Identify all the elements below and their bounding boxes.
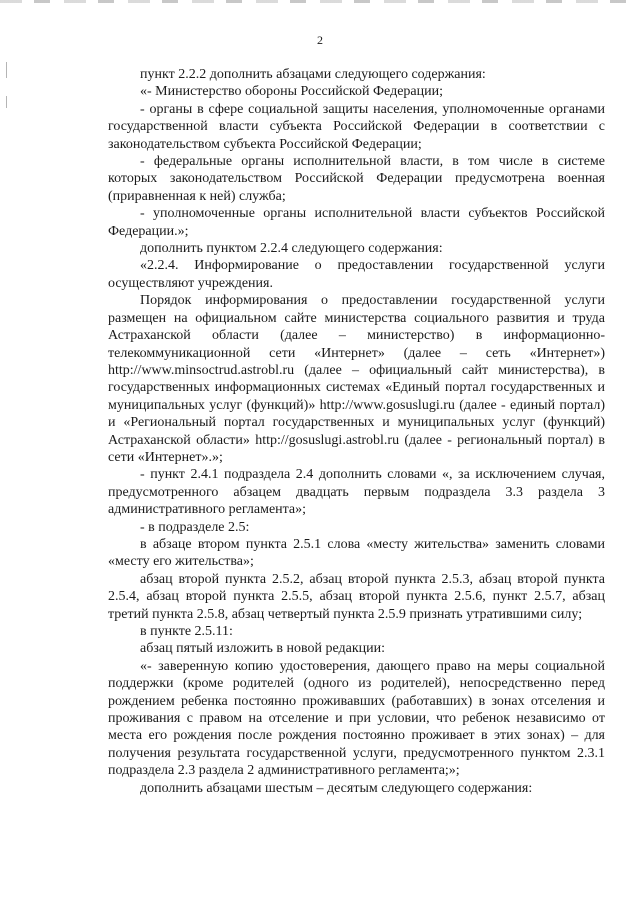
paragraph: Порядок информирования о предоставлении государственной услуги размещен на официальном сайте министерства социального развития и труда Астраханской области (далее – министерство) в информационно-телекоммуникационной сети «Интернет» (далее – сеть «Интернет») http://www.minsoctrud.astrobl.ru (далее – официальный сайт министерства), в государственных информационных системах «Единый портал государственных и муниципальных услуг (функций)» http://www.gosuslugi.ru (далее - единый портал) и «Региональный портал государственных и муниципальных услуг (функций) Астраханской области» http://gosuslugi.astrobl.ru (далее - региональный портал) в сети «Интернет».»;	[108, 293, 605, 465]
paragraph: дополнить пунктом 2.2.4 следующего содержания:	[140, 241, 443, 257]
page-number: 2	[317, 33, 323, 47]
paragraph: абзац пятый изложить в новой редакции:	[140, 641, 385, 657]
paragraph: «- заверенную копию удостоверения, дающего право на меры социальной поддержки (кроме родителей (одного из родителей), непосредственно перед рождением ребенка постоянно проживавших (работавших) в зонах отселения и проживания с правом на отселение и при условии, что ребенок независимо от места его рождения после рождения постоянно проживает в этих зонах) – для получения результата государственной услуги, предусмотренного пунктом 2.3.1 подраздела 2.3 раздела 2 административного регламента;»;	[108, 658, 605, 779]
scan-margin-mark	[6, 62, 7, 78]
paragraph: - федеральные органы исполнительной власти, в том числе в системе которых законодательством Российской Федерации предусмотрена военная (приравненная к ней) служба;	[108, 154, 605, 204]
paragraph: пункт 2.2.2 дополнить абзацами следующего содержания:	[140, 67, 486, 82]
paragraph: «2.2.4. Информирование о предоставлении государственной услуги осуществляют учреждения.	[108, 258, 605, 291]
scan-margin-mark	[6, 96, 7, 108]
document-body	[108, 66, 605, 797]
scan-top-edge	[0, 0, 640, 3]
paragraph: абзац второй пункта 2.5.2, абзац второй пункта 2.5.3, абзац второй пункта 2.5.4, абзац второй пункта 2.5.5, абзац второй пункта 2.5.6, пункт 2.5.7, абзац третий пункта 2.5.8, абзац четвертый пункта 2.5.9 признать утратившими силу;	[108, 571, 605, 622]
paragraph: - уполномоченные органы исполнительной власти субъектов Российской Федерации.»;	[108, 206, 605, 239]
paragraph: - органы в сфере социальной защиты населения, уполномоченные органами государственной власти субъекта Российской Федерации в соответствии с законодательством субъекта Российской Федерации;	[108, 101, 605, 152]
paragraph: дополнить абзацами шестым – десятым следующего содержания:	[140, 780, 533, 796]
paragraph: - пункт 2.4.1 подраздела 2.4 дополнить словами «, за исключением случая, предусмотренного абзацем двадцать первым подраздела 3.3 раздела 3 административного регламента»;	[108, 467, 605, 518]
paragraph: «- Министерство обороны Российской Федерации;	[140, 84, 444, 100]
paragraph: в пункте 2.5.11:	[140, 624, 233, 639]
paragraph: в абзаце втором пункта 2.5.1 слова «месту жительства» заменить словами «месту его жительства»;	[108, 536, 605, 570]
paragraph: - в подразделе 2.5:	[140, 519, 250, 535]
